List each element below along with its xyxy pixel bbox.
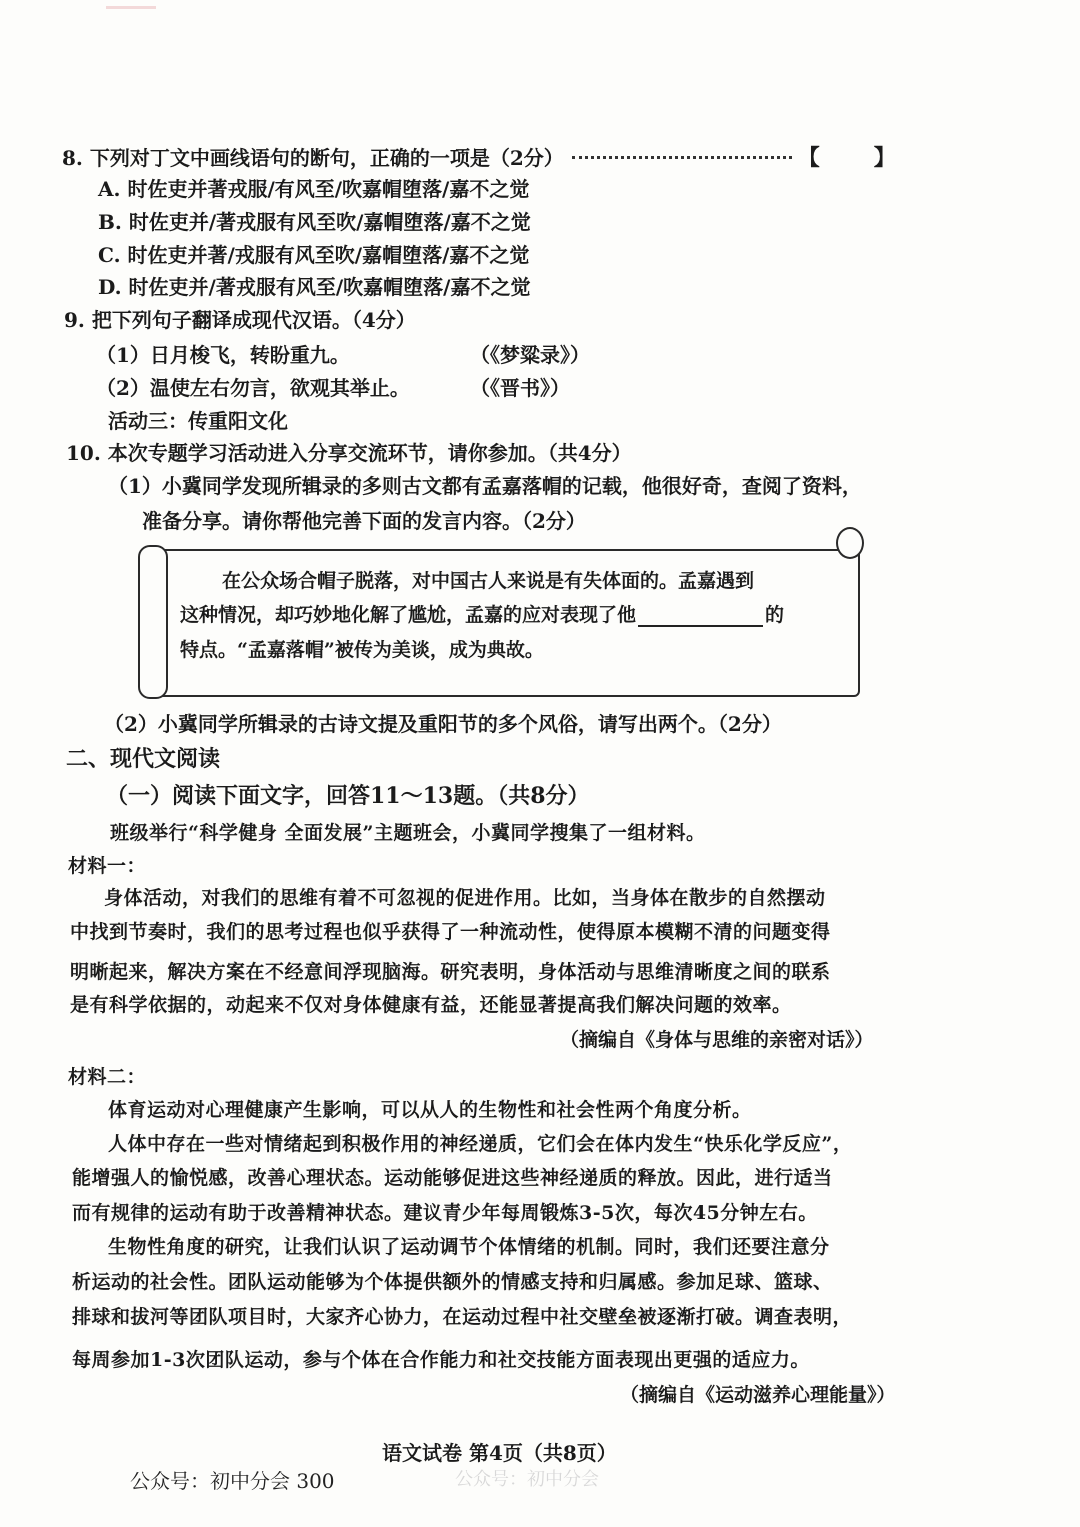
q8-option-d: D. 时佐吏并/著戎服有风至/吹嘉帽堕落/嘉不之觉 — [98, 275, 531, 299]
q9-item-1-source: （《梦粱录》） — [470, 343, 590, 367]
section-2-title: 二、现代文阅读 — [66, 746, 221, 772]
q8-option-c: C. 时佐吏并著/戎服有风至吹/嘉帽堕落/嘉不之觉 — [98, 243, 530, 267]
activity-3-title: 活动三：传重阳文化 — [108, 409, 288, 433]
section-2-part1-title: （一）阅读下面文字，回答11～13题。（共8分） — [106, 783, 590, 809]
q10-stem: 10. 本次专题学习活动进入分享交流环节，请你参加。（共4分） — [66, 441, 632, 465]
material-1-source: （摘编自《身体与思维的亲密对话》） — [560, 1029, 874, 1051]
answer-bracket-close: 】 — [873, 145, 896, 171]
scroll-line-2-pre: 这种情况，却巧妙地化解了尴尬，孟嘉的应对表现了他 — [180, 604, 637, 626]
scroll-line-2 — [180, 600, 784, 627]
scroll-line-1: 在公众场合帽子脱落，对中国古人来说是有失体面的。孟嘉遇到 — [222, 570, 755, 592]
q9-stem: 9. 把下列句子翻译成现代汉语。（4分） — [64, 308, 416, 332]
fill-in-blank[interactable] — [638, 607, 763, 627]
q10-sub1-line1: （1）小冀同学发现所辑录的多则古文都有孟嘉落帽的记载，他很好奇，查阅了资料， — [108, 474, 862, 498]
material-2-line-8: 每周参加1-3次团队运动，参与个体在合作能力和社交技能方面表现出更强的适应力。 — [72, 1349, 810, 1371]
material-1-line-1: 身体活动，对我们的思维有着不可忽视的促进作用。比如，当身体在散步的自然摆动 — [104, 887, 826, 909]
q10-sub1-line2: 准备分享。请你帮他完善下面的发言内容。（2分） — [142, 509, 586, 533]
q10-sub2: （2）小冀同学所辑录的古诗文提及重阳节的多个风俗，请写出两个。（2分） — [104, 712, 782, 736]
scroll-curl-left — [138, 545, 168, 699]
q9-item-2: （2）温使左右勿言，欲观其举止。 — [96, 376, 410, 400]
scroll-curl-right — [836, 527, 864, 559]
material-2-line-5: 生物性角度的研究，让我们认识了运动调节个体情绪的机制。同时，我们还要注意分 — [108, 1236, 830, 1258]
material-1-line-3: 明晰起来，解决方案在不经意间浮现脑海。研究表明，身体活动与思维清晰度之间的联系 — [70, 961, 831, 983]
q9-item-1: （1）日月梭飞，转盼重九。 — [96, 343, 350, 367]
watermark-faint: 公众号：初中分会 — [455, 1469, 599, 1490]
q8-stem-text: 8. 下列对丁文中画线语句的断句，正确的一项是（2分） — [62, 146, 564, 170]
material-1-label: 材料一： — [68, 855, 147, 877]
dotted-leader — [572, 156, 792, 159]
material-2-line-1: 体育运动对心理健康产生影响，可以从人的生物性和社会性两个角度分析。 — [108, 1099, 752, 1121]
q8-stem — [62, 141, 896, 172]
scan-mark — [106, 6, 156, 9]
watermark-text: 公众号：初中分会 300 — [130, 1469, 335, 1493]
scroll-line-3: 特点。“孟嘉落帽”被传为美谈，成为典故。 — [180, 639, 544, 661]
material-2-line-6: 析运动的社会性。团队运动能够为个体提供额外的情感支持和归属感。参加足球、篮球、 — [72, 1271, 833, 1293]
answer-bracket-open: 【 — [797, 145, 820, 171]
material-2-label: 材料二： — [68, 1066, 147, 1088]
q9-item-2-source: （《晋书》） — [470, 376, 570, 400]
scroll-line-2-post: 的 — [765, 604, 785, 626]
material-2-line-2: 人体中存在一些对情绪起到积极作用的神经递质，它们会在体内发生“快乐化学反应”， — [108, 1133, 853, 1155]
q8-option-b: B. 时佐吏并/著戎服有风至吹/嘉帽堕落/嘉不之觉 — [98, 210, 531, 234]
material-2-source: （摘编自《运动滋养心理能量》） — [620, 1384, 896, 1406]
material-1-line-4: 是有科学依据的，动起来不仅对身体健康有益，还能显著提高我们解决问题的效率。 — [70, 994, 792, 1016]
page-footer: 语文试卷 第4页（共8页） — [382, 1441, 617, 1465]
material-2-line-3: 能增强人的愉悦感，改善心理状态。运动能够促进这些神经递质的释放。因此，进行适当 — [72, 1167, 833, 1189]
section-2-intro: 班级举行“科学健身 全面发展”主题班会，小冀同学搜集了一组材料。 — [110, 822, 706, 844]
material-2-line-7: 排球和拔河等团队项目时，大家齐心协力，在运动过程中社交壁垒被逐渐打破。调查表明， — [72, 1306, 853, 1328]
material-1-line-2: 中找到节奏时，我们的思考过程也似乎获得了一种流动性，使得原本模糊不清的问题变得 — [70, 921, 831, 943]
material-2-line-4: 而有规律的运动有助于改善精神状态。建议青少年每周锻炼3-5次，每次45分钟左右。 — [72, 1202, 818, 1224]
q8-option-a: A. 时佐吏并著戎服/有风至/吹嘉帽堕落/嘉不之觉 — [98, 177, 530, 201]
